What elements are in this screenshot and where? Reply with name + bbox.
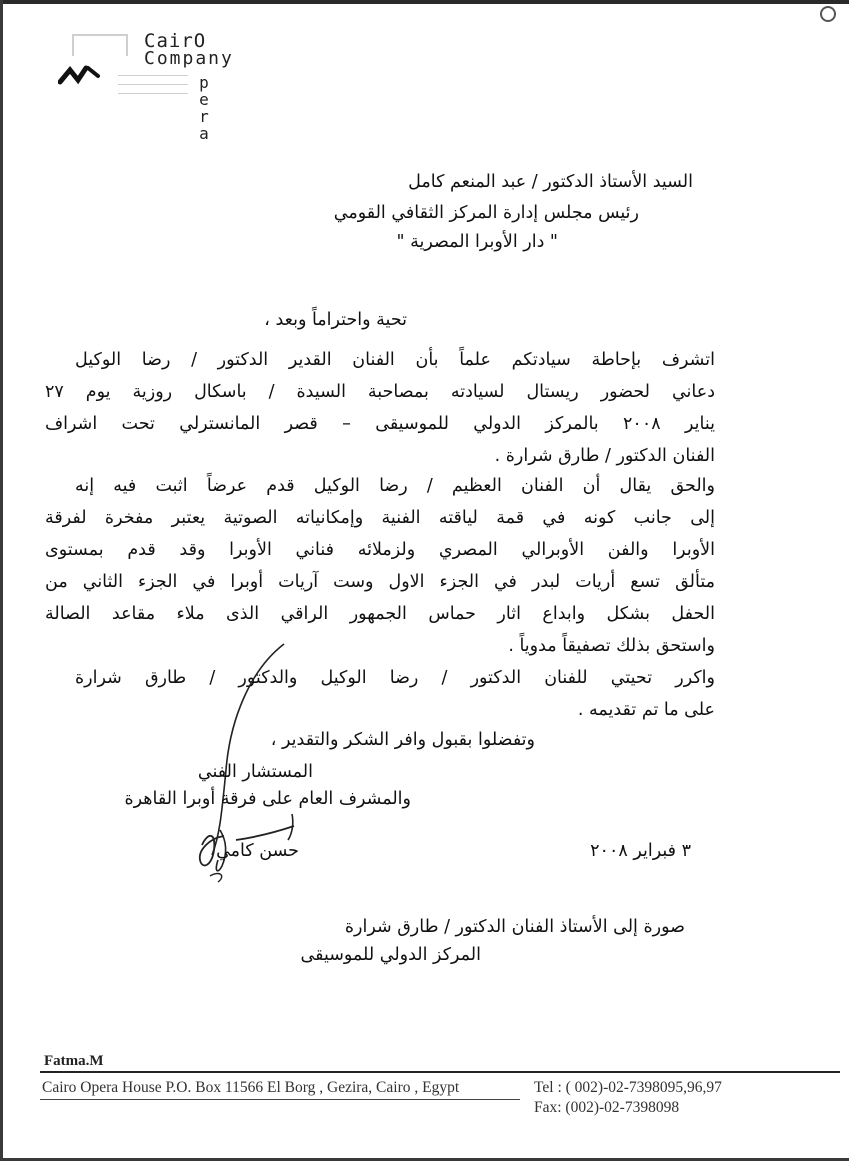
paragraph-2-line: الأوبرا والفن الأوبرالي المصري ولزملائه فناني الأوبرا وقد قدم بمستوى <box>45 540 715 560</box>
paragraph-1-line: دعاني لحضور ريستال لسيادته بمصاحبة السيدة / باسكال روزية يوم ٢٧ <box>45 382 715 402</box>
scan-edge-left <box>0 0 3 1161</box>
paragraph-1-line: الفنان الدكتور / طارق شرارة . <box>494 446 715 466</box>
paragraph-2-line: إلى جانب كونه في قمة لياقته الفنية وإمكانياته الصوتية يعتبر مفخرة لفرقة <box>45 508 715 528</box>
paragraph-2-line: الحفل بشكل وابداع اثار حماس الجمهور الراقي الذى ملاء مقاعد الصالة <box>45 604 715 624</box>
cairo-opera-company-logo <box>52 30 282 143</box>
footer-typist-initials: Fatma.M <box>44 1053 104 1069</box>
signatory-name: حسن كامي <box>216 841 299 861</box>
scan-corner-mark <box>820 6 836 22</box>
footer-address: Cairo Opera House P.O. Box 11566 El Borg , Gezira, Cairo , Egypt <box>42 1079 460 1096</box>
footer-telephone: Tel : ( 002)-02-7398095,96,97 <box>534 1079 722 1096</box>
logo-small-lines <box>118 72 188 99</box>
scan-edge-top <box>0 0 849 4</box>
logo-line-company: Company <box>144 48 234 69</box>
logo-faded-emblem <box>72 34 128 56</box>
logo-emblem-icon <box>58 58 108 88</box>
greeting: تحية واحتراماً وبعد ، <box>264 310 407 330</box>
footer-fax: Fax: (002)-02-7398098 <box>534 1099 680 1116</box>
signatory-title-2: والمشرف العام على فرقة أوبرا القاهرة <box>124 789 411 809</box>
cc-line-1: صورة إلى الأستاذ الفنان الدكتور / طارق شرارة <box>344 917 685 937</box>
logo-wordmark <box>144 32 234 68</box>
logo-opera-letter: a <box>199 124 209 143</box>
logo-opera-letter: e <box>199 90 209 109</box>
paragraph-2-line: متألق تسع أريات لبدر في الجزء الاول وست آريات أوبرا في الجزء الثاني من <box>45 572 715 592</box>
addressee-line-1: السيد الأستاذ الدكتور / عبد المنعم كامل <box>408 172 693 192</box>
logo-opera-vertical <box>198 74 210 142</box>
signatory-title-1: المستشار الفني <box>197 762 313 782</box>
logo-line-cairo: CairO <box>144 30 207 52</box>
paragraph-3-line: واكرر تحيتي للفنان الدكتور / رضا الوكيل والدكتور / طارق شرارة <box>75 668 715 688</box>
logo-opera-letter: r <box>199 107 209 126</box>
paragraph-3-line: على ما تم تقديمه . <box>577 700 715 720</box>
paragraph-1-line: اتشرف بإحاطة سيادتكم علماً بأن الفنان القدير الدكتور / رضا الوكيل <box>75 350 715 370</box>
footer-rule <box>40 1071 840 1073</box>
addressee-line-2: رئيس مجلس إدارة المركز الثقافي القومي <box>333 203 639 223</box>
paragraph-2-line: واستحق بذلك تصفيقاً مدوياً . <box>508 636 715 656</box>
addressee-line-3: " دار الأوبرا المصرية " <box>396 232 558 252</box>
closing-line: وتفضلوا بقبول وافر الشكر والتقدير ، <box>270 730 535 750</box>
cc-line-2: المركز الدولي للموسيقى <box>300 945 481 965</box>
paragraph-1-line: يناير ٢٠٠٨ بالمركز الدولي للموسيقى – قصر المانسترلي تحت اشراف <box>45 414 715 434</box>
paragraph-2-line: والحق يقال أن الفنان العظيم / رضا الوكيل قدم عرضاً اثبت فيه إنه <box>75 476 715 496</box>
letter-date: ٣ فبراير ٢٠٠٨ <box>590 841 691 861</box>
logo-opera-letter: p <box>199 73 209 92</box>
footer-address-underline <box>40 1099 520 1100</box>
